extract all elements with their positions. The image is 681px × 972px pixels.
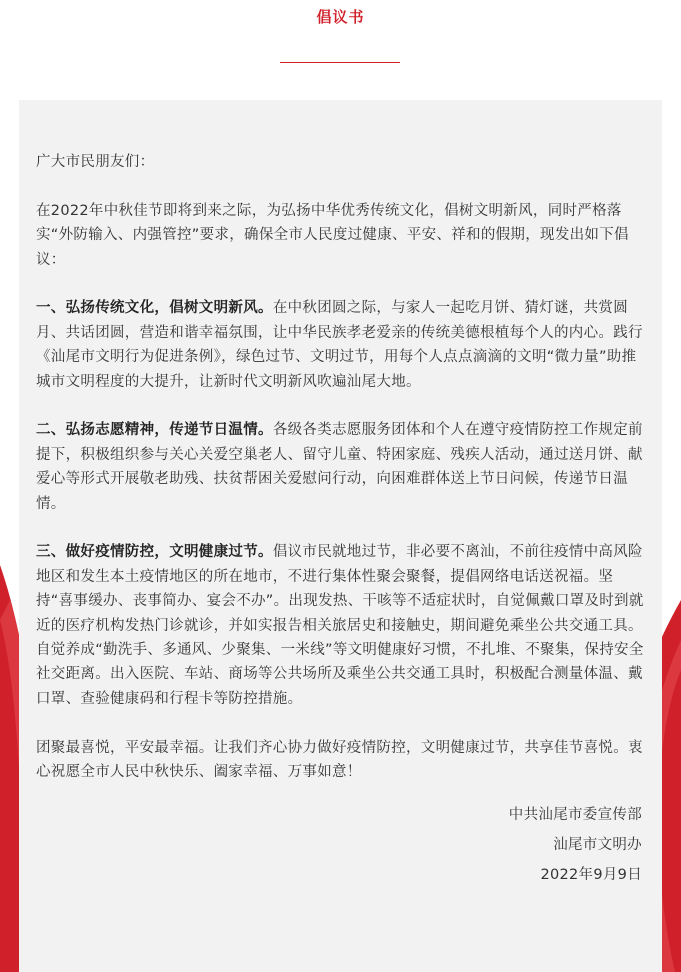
section-2-body: 各级各类志愿服务团体和个人在遵守疫情防控工作规定前提下，积极组织参与关心关爱空巢老人、留守儿童、特困家庭、残疾人活动，通过送月饼、献爱心等形式开展敬老助残、扶贫帮困关爱慰问行动，向困难群体送上节日问候，传递节日温情。 <box>36 422 643 512</box>
page-title: 倡议书 <box>316 8 365 26</box>
section-2-heading: 二、弘扬志愿精神，传递节日温情。 <box>36 422 273 439</box>
section-1 <box>36 296 646 394</box>
section-1-heading: 一、弘扬传统文化，倡树文明新风。 <box>36 300 273 317</box>
title-underline <box>280 62 400 63</box>
letter-content <box>36 150 646 890</box>
intro-paragraph: 在2022年中秋佳节即将到来之际，为弘扬中华优秀传统文化，倡树文明新风，同时严格落实“外防输入、内强管控”要求，确保全市人民度过健康、平安、祥和的假期，现发出如下倡议： <box>36 202 629 268</box>
salutation: 广大市民朋友们： <box>36 154 155 170</box>
section-3-body: 倡议市民就地过节，非必要不离汕，不前往疫情中高风险地区和发生本土疫情地区的所在地市，不进行集体性聚会聚餐，提倡网络电话送祝福。坚持“喜事缓办、丧事简办、宴会不办”。出现发热、干咳等不适症状时，自觉佩戴口罩及时到就近的医疗机构发热门诊就诊，并如实报告相关旅居史和接触史，期间避免乘坐公共交通工具。自觉养成“勤洗手、多通风、少聚集、一米线”等文明健康好习惯，不扎堆、不聚集，保持安全社交距离。出入医院、车站、商场等公共场所及乘坐公共交通工具时，积极配合测量体温、戴口罩、查验健康码和行程卡等防控措施。 <box>36 544 644 707</box>
section-1-body: 在中秋团圆之际，与家人一起吃月饼、猜灯谜，共赏圆月、共话团圆，营造和谐幸福氛围，让中华民族孝老爱亲的传统美德根植每个人的内心。践行《汕尾市文明行为促进条例》，绿色过节、文明过节，用每个人点点滴滴的文明“微力量”助推城市文明程度的大提升，让新时代文明新风吹遍汕尾大地。 <box>36 300 643 390</box>
section-3 <box>36 540 646 711</box>
section-3-heading: 三、做好疫情防控，文明健康过节。 <box>36 544 273 561</box>
section-2 <box>36 418 646 516</box>
closing-paragraph: 团聚最喜悦，平安最幸福。让我们齐心协力做好疫情防控，文明健康过节，共享佳节喜悦。衷心祝愿全市人民中秋快乐、阖家幸福、万事如意！ <box>36 739 643 781</box>
signature-org1: 中共汕尾市委宣传部 <box>508 807 642 824</box>
signature-date: 2022年9月9日 <box>540 867 642 884</box>
signature-org2: 汕尾市文明办 <box>553 837 642 854</box>
